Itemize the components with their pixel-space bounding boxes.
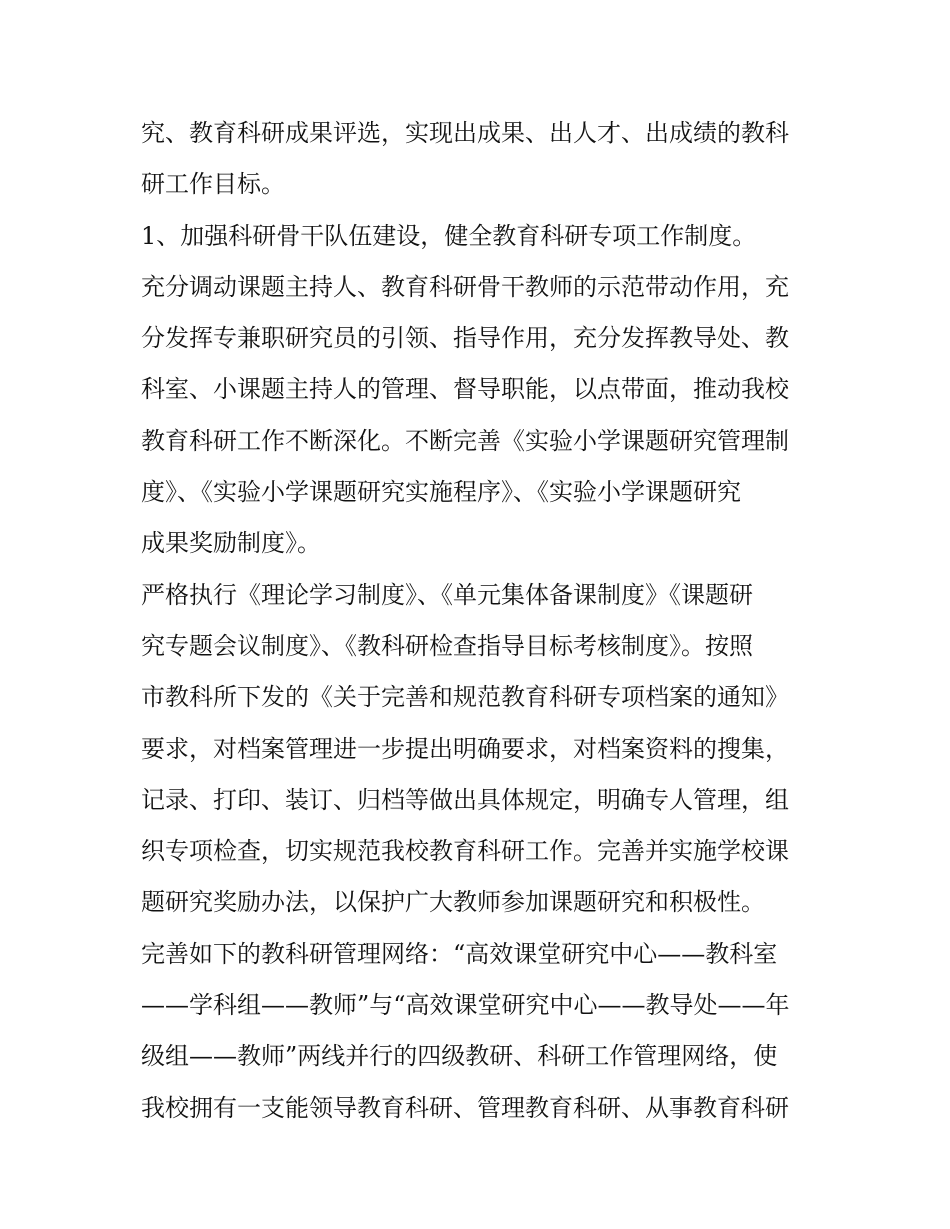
text-line: 究专题会议制度》、《教科研检查指导目标考核制度》。按照 bbox=[141, 631, 753, 660]
text-line: 分发挥专兼职研究员的引领、指导作用，充分发挥教导处、教 bbox=[141, 324, 789, 353]
text-line: 级组——教师”两线并行的四级教研、科研工作管理网络，使 bbox=[141, 1042, 778, 1071]
text-line: 记录、打印、装订、归档等做出具体规定，明确专人管理，组 bbox=[141, 785, 789, 814]
text-line: 市教科所下发的《关于完善和规范教育科研专项档案的通知》 bbox=[141, 683, 789, 712]
text-line: 完善如下的教科研管理网络：“高效课堂研究中心——教科室 bbox=[141, 939, 778, 968]
text-line: 充分调动课题主持人、教育科研骨干教师的示范带动作用，充 bbox=[141, 272, 789, 301]
text-line: 严格执行《理论学习制度》、《单元集体备课制度》《课题研 bbox=[141, 580, 753, 609]
text-line: 我校拥有一支能领导教育科研、管理教育科研、从事教育科研 bbox=[141, 1093, 789, 1122]
text-line: 要求，对档案管理进一步提出明确要求，对档案资料的搜集， bbox=[141, 734, 789, 763]
text-line: 研工作目标。 bbox=[141, 170, 285, 199]
text-line: 教育科研工作不断深化。不断完善《实验小学课题研究管理制 bbox=[141, 426, 789, 455]
text-line: 科室、小课题主持人的管理、督导职能，以点带面，推动我校 bbox=[141, 375, 789, 404]
text-line: 题研究奖励办法，以保护广大教师参加课题研究和积极性。 bbox=[141, 888, 765, 917]
text-line: 究、教育科研成果评选，实现出成果、出人才、出成绩的教科 bbox=[141, 119, 789, 147]
section-heading: 1、加强科研骨干队伍建设，健全教育科研专项工作制度。 bbox=[141, 221, 757, 250]
text-line: ——学科组——教师”与“高效课堂研究中心——教导处——年 bbox=[141, 991, 790, 1020]
text-line: 成果奖励制度》。 bbox=[141, 529, 321, 558]
text-line: 度》、《实验小学课题研究实施程序》、《实验小学课题研究 bbox=[141, 478, 741, 507]
body-text bbox=[141, 108, 821, 1134]
text-line: 织专项检查，切实规范我校教育科研工作。完善并实施学校课 bbox=[141, 837, 789, 866]
